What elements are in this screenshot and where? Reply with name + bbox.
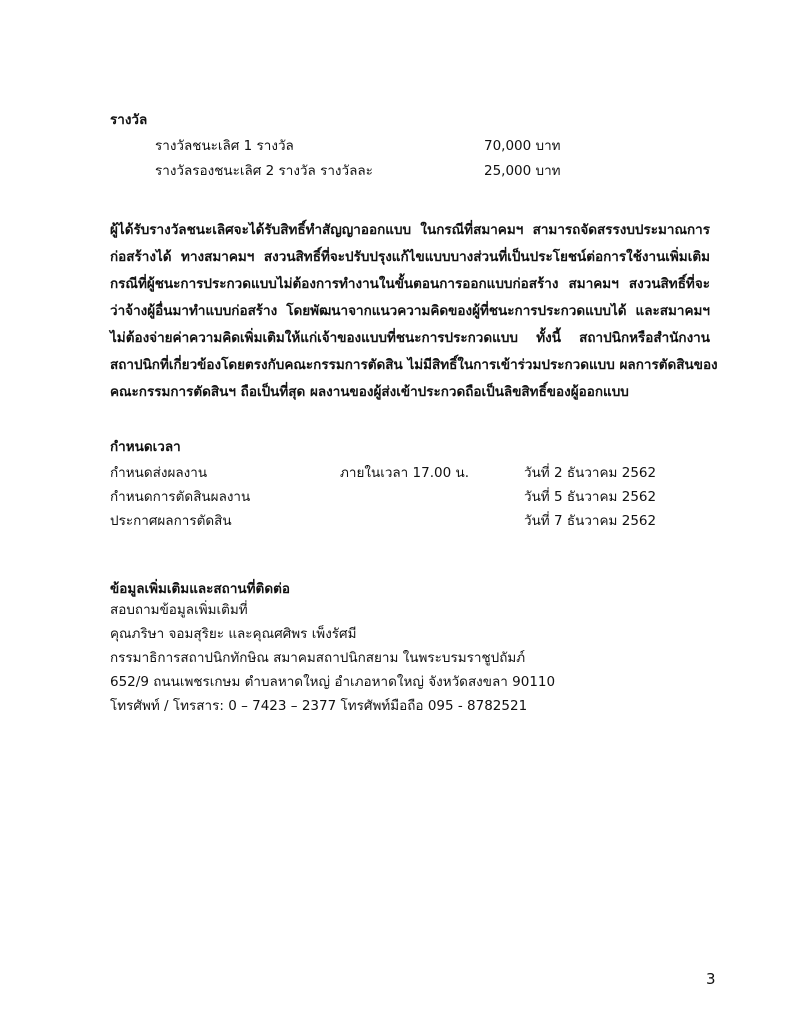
contact-line: สอบถามข้อมูลเพิ่มเติมที่ — [110, 602, 248, 618]
prize-heading: รางวัล — [110, 112, 148, 128]
schedule-row-date: วันที่ 5 ธันวาคม 2562 — [524, 489, 657, 505]
schedule-row-date: วันที่ 7 ธันวาคม 2562 — [524, 513, 657, 529]
prize-row-amount: 25,000 บาท — [484, 163, 561, 179]
paragraph-line: คณะกรรมการตัดสินฯ ถือเป็นที่สุด ผลงานของผู้ส่งเข้าประกวดถือเป็นลิขสิทธิ์ของผู้ออกแบบ — [110, 384, 629, 400]
schedule-row-date: วันที่ 2 ธันวาคม 2562 — [524, 465, 657, 481]
contact-line: กรรมาธิการสถาปนิกทักษิณ สมาคมสถาปนิกสยาม ในพระบรมราชูปถัมภ์ — [110, 650, 526, 666]
contact-heading: ข้อมูลเพิ่มเติมและสถานที่ติดต่อ — [110, 581, 290, 597]
prize-row-amount: 70,000 บาท — [484, 138, 561, 154]
paragraph-line: ว่าจ้างผู้อื่นมาทำแบบก่อสร้าง โดยพัฒนาจากแนวความคิดของผู้ที่ชนะการประกวดแบบได้ และสมาคมฯ — [110, 303, 710, 319]
prize-row-label: รางวัลรองชนะเลิศ 2 รางวัล รางวัลละ — [155, 163, 373, 179]
contact-line: 652/9 ถนนเพชรเกษม ตำบลหาดใหญ่ อำเภอหาดใหญ่ จังหวัดสงขลา 90110 — [110, 674, 556, 690]
schedule-row-time: ภายในเวลา 17.00 น. — [340, 465, 470, 481]
prize-row-label: รางวัลชนะเลิศ 1 รางวัล — [155, 138, 294, 154]
schedule-row-label: ประกาศผลการตัดสิน — [110, 513, 232, 529]
paragraph-line: ผู้ได้รับรางวัลชนะเลิศจะได้รับสิทธิ์ทำสัญญาออกแบบ ในกรณีที่สมาคมฯ สามารถจัดสรรงบประมาณการ — [110, 222, 710, 238]
paragraph-line: ก่อสร้างได้ ทางสมาคมฯ สงวนสิทธิ์ที่จะปรับปรุงแก้ไขแบบบางส่วนที่เป็นประโยชน์ต่อการใช้งานเพิ่มเติม — [110, 249, 710, 265]
paragraph-line: สถาปนิกที่เกี่ยวข้องโดยตรงกับคณะกรรมการตัดสิน ไม่มีสิทธิ์ในการเข้าร่วมประกวดแบบ ผลการตัดสินของ — [110, 357, 718, 373]
schedule-row-label: กำหนดการตัดสินผลงาน — [110, 489, 251, 505]
paragraph-line: ไม่ต้องจ่ายค่าความคิดเพิ่มเติมให้แก่เจ้าของแบบที่ชนะการประกวดแบบ ทั้งนี้ สถาปนิกหรือสำนักงาน — [110, 330, 710, 346]
schedule-row-label: กำหนดส่งผลงาน — [110, 465, 208, 481]
contact-line: คุณภริษา จอมสุริยะ และคุณศศิพร เพ็งรัศมี — [110, 626, 357, 642]
page-number: 3 — [706, 970, 716, 988]
contact-block — [110, 600, 555, 717]
rights-paragraph — [110, 217, 718, 406]
schedule-heading: กำหนดเวลา — [110, 439, 181, 455]
paragraph-line: กรณีที่ผู้ชนะการประกวดแบบไม่ต้องการทำงานในขั้นตอนการออกแบบก่อสร้าง สมาคมฯ สงวนสิทธิ์ที่จะ — [110, 276, 710, 292]
contact-line: โทรศัพท์ / โทรสาร: 0 – 7423 – 2377 โทรศัพท์มือถือ 095 - 8782521 — [110, 698, 528, 714]
